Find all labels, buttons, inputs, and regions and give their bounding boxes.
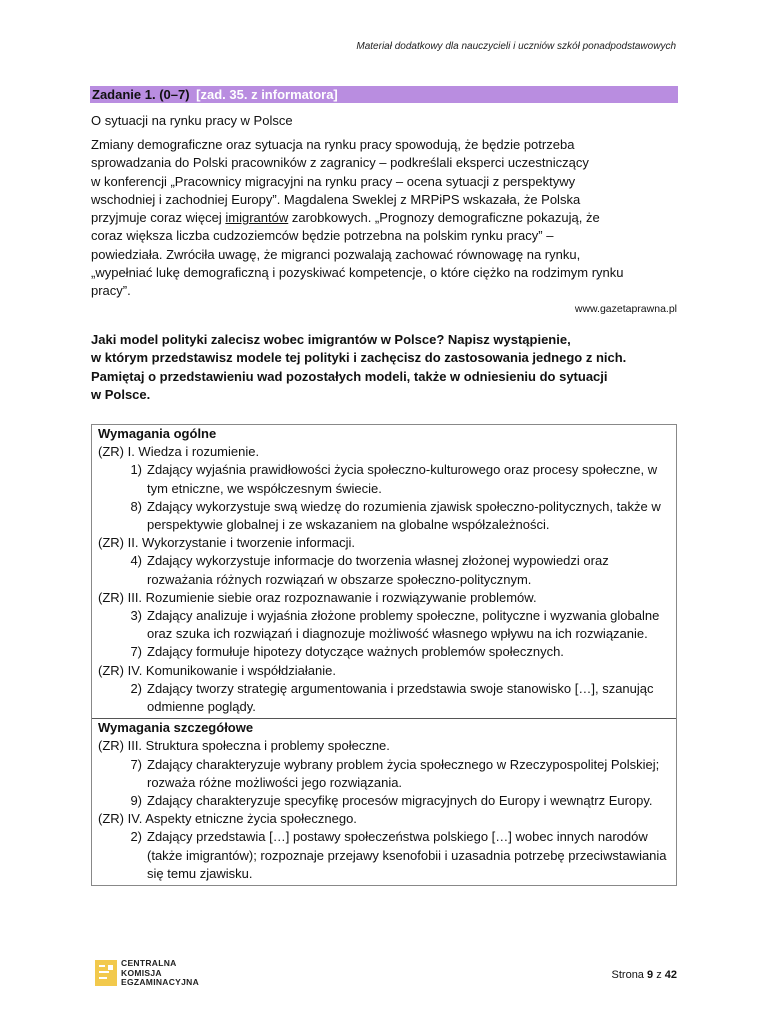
requirement-text: Zdający przedstawia […] postawy społeczeństwa polskiego […] wobec innych narodów (także imigrantów); rozpoznaje przejawy ksenofobii i uzasadnia potrzebę przeciwstawiania się temu zjawisku. [147, 829, 667, 881]
requirement-heading: (ZR) II. Wykorzystanie i tworzenie informacji. [98, 535, 356, 551]
article-line: „wypełniać lukę demograficzną i pozyskiwać kompetencje, o które ciężko na rodzimym rynku [91, 265, 624, 281]
requirement-item [98, 828, 670, 883]
general-requirements-rows [98, 443, 670, 716]
requirement-item [98, 461, 670, 497]
underlined-word: imigrantów [225, 210, 289, 226]
page-header-text: Materiał dodatkowy dla nauczycieli i uczniów szkół ponadpodstawowych [356, 41, 676, 52]
specific-requirements-title: Wymagania szczegółowe [98, 720, 254, 736]
requirement-item [98, 680, 670, 716]
requirement-item [98, 756, 670, 792]
article-body [91, 136, 681, 301]
requirement-item [98, 643, 670, 661]
requirement-number: 7) [130, 644, 142, 660]
task-title: Zadanie 1. (0–7) [92, 87, 190, 102]
task-question [91, 331, 681, 404]
requirements-table [91, 424, 677, 886]
cke-logo-text: CENTRALNA KOMISJA EGZAMINACYJNA [121, 958, 200, 987]
requirement-item [98, 607, 670, 643]
question-line: w którym przedstawisz modele tej polityki i zachęcisz do zastosowania jednego z nich. [91, 350, 627, 366]
requirement-item [98, 498, 670, 534]
requirement-number: 7) [130, 756, 142, 772]
general-requirements-title: Wymagania ogólne [98, 426, 217, 441]
article-line: coraz większa liczba cudzoziemców będzie potrzebna na polskim rynku pracy” – [91, 228, 554, 244]
requirement-text: Zdający analizuje i wyjaśnia złożone problemy społeczne, polityczne i wyzwania globalne oraz szuka ich rozwiązań i diagnozuje możliwość własnego wpływu na ich rozwiązanie. [147, 608, 660, 642]
requirement-heading: (ZR) III. Rozumienie siebie oraz rozpoznawanie i rozwiązywanie problemów. [98, 589, 537, 605]
question-line: w Polsce. [91, 386, 151, 402]
cke-logo [95, 959, 199, 988]
article-line: sprowadzania do Polski pracowników z zagranicy – podkreślali eksperci uczestniczący [91, 155, 589, 171]
requirement-number: 8) [130, 498, 142, 514]
requirement-number: 2) [130, 829, 142, 845]
question-line: Jaki model polityki zalecisz wobec imigrantów w Polsce? Napisz wystąpienie, [91, 332, 571, 347]
requirement-item [98, 792, 670, 810]
requirement-text: Zdający wyjaśnia prawidłowości życia społeczno-kulturowego oraz procesy społeczne, w tym etniczne, we współczesnym świecie. [147, 462, 658, 496]
article-line: pracy”. [91, 283, 131, 299]
article-line: przyjmuje coraz więcej imigrantów zarobkowych. „Prognozy demograficzne pokazują, że [91, 210, 600, 226]
task-header-bar [90, 86, 678, 103]
question-line: Pamiętaj o przedstawieniu wad pozostałych modeli, także w odniesieniu do sytuacji [91, 368, 608, 384]
general-requirements [92, 425, 676, 718]
article-subtitle: O sytuacji na rynku pracy w Polsce [91, 113, 293, 128]
article-line: Zmiany demograficzne oraz sytuacja na rynku pracy spowodują, że będzie potrzeba [91, 137, 575, 152]
article-source: www.gazetaprawna.pl [574, 303, 677, 315]
specific-requirements [92, 718, 676, 885]
requirement-text: Zdający wykorzystuje informacje do tworzenia własnej złożonej wypowiedzi oraz rozważania różnych rozwiązań w obszarze społeczno-politycznym. [147, 553, 609, 587]
requirement-heading: (ZR) III. Struktura społeczna i problemy społeczne. [98, 738, 390, 754]
specific-requirements-rows [98, 737, 670, 883]
requirement-number: 2) [130, 680, 142, 696]
page-number: Strona 9 z 42 [611, 969, 677, 981]
requirement-text: Zdający charakteryzuje specyfikę procesów migracyjnych do Europy i wewnątrz Europy. [147, 793, 653, 809]
article-line: w konferencji „Pracownicy migracyjni na rynku pracy – ocena sytuacji z perspektywy [91, 173, 576, 189]
requirement-text: Zdający wykorzystuje swą wiedzę do rozumienia zjawisk społeczno-politycznych, także w perspektywie globalnej i ze wskazaniem na globalne współzależności. [147, 498, 661, 533]
article-line: powiedziała. Zwróciła uwagę, że migranci pozwalają zachować równowagę na rynku, [91, 246, 581, 262]
requirement-number: 1) [130, 462, 142, 478]
requirement-heading: (ZR) IV. Komunikowanie i współdziałanie. [98, 662, 336, 678]
requirement-heading: (ZR) I. Wiedza i rozumienie. [98, 444, 260, 460]
requirement-text: Zdający formułuje hipotezy dotyczące ważnych problemów społecznych. [147, 644, 564, 660]
requirement-text: Zdający charakteryzuje wybrany problem życia społecznego w Rzeczypospolitej Polskiej; rozważa różne możliwości jego rozwiązania. [147, 756, 660, 790]
requirement-number: 9) [130, 793, 142, 809]
requirement-number: 4) [130, 553, 142, 569]
requirement-heading: (ZR) IV. Aspekty etniczne życia społecznego. [98, 811, 357, 827]
requirement-item [98, 552, 670, 588]
cke-logo-mark-icon [95, 960, 117, 986]
task-reference: [zad. 35. z informatora] [196, 87, 338, 102]
article-line: wschodniej i zachodniej Europy”. Magdalena Sweklej z MRPiPS wskazała, że Polska [91, 191, 581, 207]
requirement-number: 3) [130, 608, 142, 624]
requirement-text: Zdający tworzy strategię argumentowania i przedstawia swoje stanowisko […], szanując odmienne poglądy. [147, 680, 654, 715]
